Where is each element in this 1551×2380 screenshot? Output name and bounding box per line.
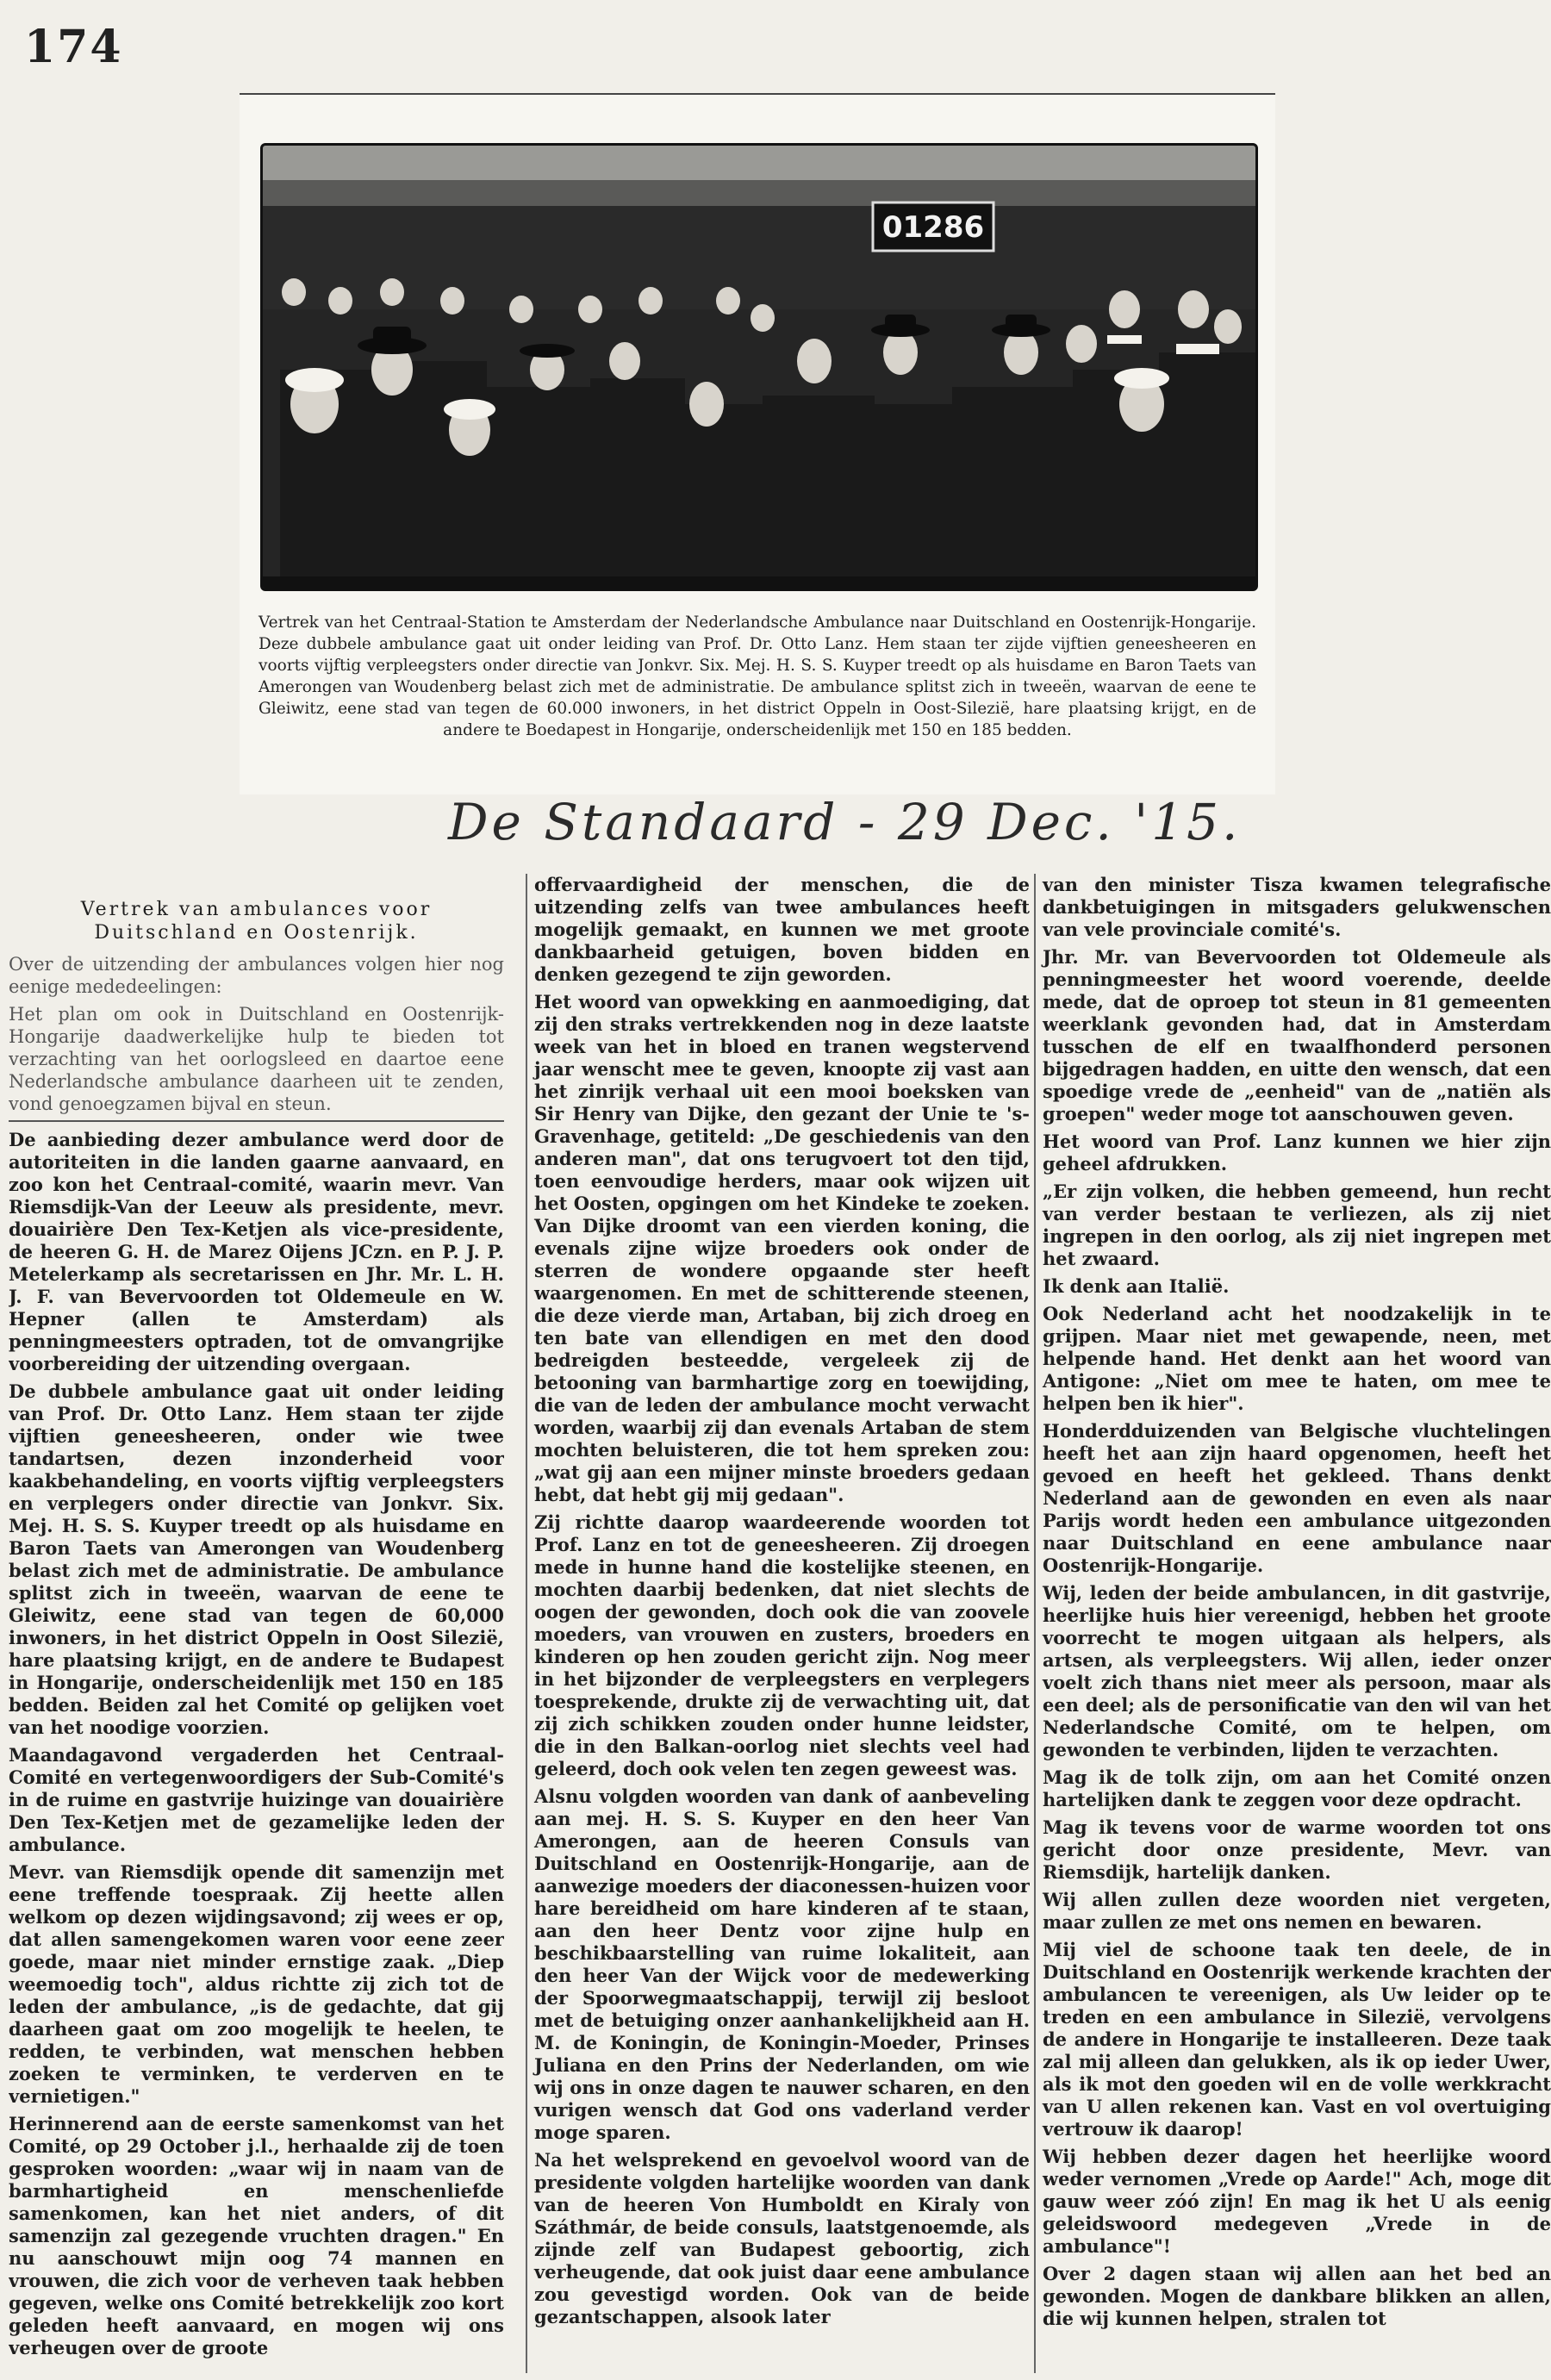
article-paragraph: Ik denk aan Italië. (1043, 1275, 1230, 1297)
article-paragraph: Mag ik tevens voor de warme woorden tot ons gericht door onze presidente, Mevr. van Riemsdijk, hartelijk danken. (1043, 1816, 1551, 1883)
station-photo (260, 143, 1258, 591)
article-paragraph: Alsnu volgden woorden van dank of aanbeveling aan mej. H. S. S. Kuyper en den heer Van Amerongen, aan de heeren Consuls van Duitschland en Oostenrijk-Hongarije, aan de aanwezige moeders der diaconessen-huizen voor hare bereidheid om hare kinderen af te staan, aan den heer Dentz voor zijne hulp en beschikbaarstelling van ruime lokaliteit, aan den heer Van der Wijck voor de medewerking der Spoorwegmaatschappij, terwijl zij besloot met de betuiging onzer aanhankelijkheid aan H. M. de Koningin, de Koningin-Moeder, Prinses Juliana en den Prins der Nederlanden, om wie wij ons in onze dagen te nauwer scharen, en den vurigen wensch dat God ons vaderland verder moge sparen. (534, 1785, 1030, 2143)
photo-caption: Vertrek van het Centraal-Station te Amsterdam der Nederlandsche Ambulance naar Duitschland en Oostenrijk-Hongarije. Deze dubbele ambulance gaat uit onder leiding van Prof. Dr. Otto Lanz. Hem staan ter zijde vijftien geneesheeren en voorts vijftig verpleegsters onder directie van Jonkvr. Six. Mej. H. S. S. Kuyper treedt op als huisdame en Baron Taets van Amerongen van Woudenberg belast zich met de administratie. De ambulance splitst zich in tweeën, waarvan de eene te Gleiwitz, eene stad van tegen de 60.000 inwoners, in het district Oppeln in Oost-Silezië, hare plaatsing krijgt, en de andere te Boedapest in Hongarije, onderscheidenlijk met 150 en 185 bedden. (258, 614, 1256, 739)
article-paragraph: Het woord van Prof. Lanz kunnen we hier zijn geheel afdrukken. (1043, 1131, 1551, 1174)
article-paragraph: Wij allen zullen deze woorden niet vergeten, maar zullen ze met ons nemen en bewaren. (1043, 1889, 1551, 1933)
article-paragraph: Maandagavond vergaderden het Centraal-Comité en vertegenwoordigers der Sub-Comité's in de ruime en gastvrije huizinge van douairière Den Tex-Ketjen met de gezamelijke leden der ambulance. (9, 1744, 504, 1855)
article-paragraph: Jhr. Mr. van Bevervoorden tot Oldemeule als penningmeester het woord voerende, deelde mede, dat de oproep tot steun in 81 gemeenten weerklank gevonden had, dat in Amsterdam tusschen de elf en twaalfhonderd personen bijgedragen hadden, en uitte den wensch, dat een spoedige vrede de „eenheid" van de „natiën als groepen" weder moge tot aanschouwen geven. (1043, 946, 1551, 1125)
article-column-1 (9, 874, 504, 2373)
handwritten-source-note: De Standaard - 29 Dec. '15. (448, 793, 1242, 851)
photo-clipping (240, 93, 1275, 794)
article-paragraph: Mevr. van Riemsdijk opende dit samenzijn met eene treffende toespraak. Zij heette allen welkom op dezen wijdingsavond; zij wees er op, dat allen samengekomen waren voor eene zeer goede, maar niet minder ernstige zaak. „Diep weemoedig toch", aldus richtte zij zich tot de leden der ambulance, „is de gedachte, dat gij daarheen gaat om zoo mogelijk te heelen, te redden, te verbinden, wat menschen hebben zoeken te verminken, te verderven en te vernietigen." (9, 1861, 504, 2107)
article-paragraph: Wij hebben dezer dagen het heerlijke woord weder vernomen „Vrede op Aarde!" Ach, moge dit gauw weer zóó zijn! En mag ik het U als eenig geleidswoord medegeven „Vrede in de ambulance"! (1043, 2146, 1551, 2257)
divider (9, 1120, 504, 1122)
article-paragraph: Over 2 dagen staan wij allen aan het bed an gewonden. Mogen de dankbare blikken an allen, die wij kunnen helpen, stralen tot (1043, 2263, 1551, 2329)
article-paragraph: offervaardigheid der menschen, die de uitzending zelfs van twee ambulances heeft mogelijk gemaakt, en kunnen we met groote dankbaarheid getuigen, boven bidden en denken gezegend te zijn geworden. (534, 874, 1030, 985)
article-paragraph: Het plan om ook in Duitschland en Oostenrijk-Hongarije daadwerkelijke hulp te bieden tot verzachting van het oorlogsleed en daartoe eene Nederlandsche ambulance daarheen uit te zenden, vond genoegzamen bijval en steun. (9, 1004, 504, 1114)
article-paragraph: Wij, leden der beide ambulancen, in dit gastvrije, heerlijke huis hier vereenigd, hebben het groote voorrecht te mogen uitgaan als helpers, als artsen, als verpleegsters. Wij allen, ieder onzer voelt zich thans niet meer als persoon, maar als een deel; als de personificatie van den wil van het Nederlandsche Comité, om te helpen, om gewonden te verbinden, lijden te verzachten. (1043, 1582, 1551, 1760)
article-paragraph: Zij richtte daarop waardeerende woorden tot Prof. Lanz en tot de geneesheeren. Zij droegen mede in hunne hand die kostelijke steenen, en mochten daarbij bedenken, dat niet slechts de oogen der gewonden, doch ook die van zoovele moeders, van vrouwen en zusters, broeders en kinderen op hen zouden gericht zijn. Nog meer in het bijzonder de verpleegsters en verplegers toesprekende, drukte zij de verwachting uit, dat zij zich schikken zouden onder hunne leidster, die in den Balkan-oorlog niet slechts veel had geleerd, doch ook velen ten zegen geweest was. (534, 1511, 1030, 1779)
article-paragraph: Herinnerend aan de eerste samenkomst van het Comité, op 29 October j.l., herhaalde zij de toen gesproken woorden: „waar wij in naam van de barmhartigheid en menschenliefde samenkomen, kan het niet anders, of dit samenzijn zal gezegende vruchten dragen." En nu aanschouwt mijn oog 74 mannen en vrouwen, die zich voor de verheven taak hebben gegeven, welke ons Comité betrekkelijk zoo kort geleden heeft aanvaard, en mogen wij ons verheugen over de groote (9, 2113, 504, 2358)
article-paragraph: Mij viel de schoone taak ten deele, de in Duitschland en Oostenrijk werkende krachten der ambulancen te vereenigen, als Uw leider op te treden en een ambulance in Silezië, vervolgens de andere in Hongarije te installeeren. Deze taak zal mij alleen dan gelukken, als ik op ieder Uwer, als ik mot den goeden wil en de volle werkkracht van U allen rekenen kan. Vast en vol overtuiging vertrouw ik daarop! (1043, 1939, 1551, 2140)
article-title: Vertrek van ambulances voor Duitschland en Oostenrijk. (80, 899, 433, 944)
article-column-3 (1034, 874, 1551, 2373)
article-paragraph: Mag ik de tolk zijn, om aan het Comité onzen hartelijken dank te zeggen voor deze opdracht. (1043, 1766, 1551, 1810)
article-paragraph: Na het welsprekend en gevoelvol woord van de presidente volgden hartelijke woorden van dank van de heeren Von Humboldt en Kiraly von Száthmár, de beide consuls, laatstgenoemde, als zijnde zelf van Budapest geboortig, zich verheugende, dat ook juist daar eene ambulance zou gevestigd worden. Ook van de beide gezantschappen, alsook later (534, 2149, 1030, 2327)
article-paragraph: Over de uitzending der ambulances volgen hier nog eenige mededeelingen: (9, 954, 504, 997)
page-number: 174 (24, 21, 123, 73)
article-paragraph: Ook Nederland acht het noodzakelijk in te grijpen. Maar niet met gewapende, neen, met helpende hand. Het denkt aan het woord van Antigone: „Niet om mee te haten, om mee te helpen ben ik hier". (1043, 1303, 1551, 1414)
article-paragraph: Het woord van opwekking en aanmoediging, dat zij den straks vertrekkenden nog in deze laatste week van het in bloed en tranen wegstervend jaar wenscht mee te geven, knoopte zij vast aan het zinrijk verhaal uit een mooi boeksken van Sir Henry van Dijke, den gezant der Unie te 's-Gravenhage, getiteld: „De geschiedenis van den anderen man", dat ons terugvoert tot den tijd, toen eenvoudige herders, maar ook wijzen uit het Oosten, opgingen om het Kindeke te zoeken. Van Dijke droomt van een vierden koning, die evenals zijne wijze broeders ook onder de sterren de wondere opgaande ster heeft waargenomen. En met de schitterende steenen, die deze vierde man, Artaban, bij zich droeg en ten bate van ellendigen en met den dood bedreigden besteedde, vergeleek zij de betooning van barmhartige zorg en toewijding, die van de leden der ambulance mocht verwacht worden, waarbij zij dan evenals Artaban de stem mochten beluisteren, die tot hem spreken zou: „wat gij aan een mijner minste broeders gedaan hebt, dat hebt gij mij gedaan". (534, 991, 1030, 1505)
article-columns (9, 874, 1551, 2373)
article-paragraph: De aanbieding dezer ambulance werd door de autoriteiten in die landen gaarne aanvaard, en zoo kon het Centraal-comité, waarin mevr. Van Riemsdijk-Van der Leeuw als presidente, mevr. douairière Den Tex-Ketjen als vice-presidente, de heeren G. H. de Marez Oijens JCzn. en P. J. P. Metelerkamp als secretarissen en Jhr. Mr. L. H. J. F. van Bevervoorden tot Oldemeule en W. Hepner (allen te Amsterdam) als penningmeesters optraden, tot de omvangrijke voorbereiding der uitzending overgaan. (9, 1129, 504, 1374)
article-paragraph: „Er zijn volken, die hebben gemeend, hun recht van verder bestaan te verliezen, als zij niet ingrepen in den oorlog, als zij niet ingrepen met het zwaard. (1043, 1181, 1551, 1269)
article-paragraph: Honderdduizenden van Belgische vluchtelingen heeft het aan zijn haard opgenomen, heeft het gevoed en heeft het gekleed. Thans denkt Nederland aan de gewonden en even als naar Parijs wordt heden een ambulance uitgezonden naar Duitschland en eene ambulance naar Oostenrijk-Hongarije. (1043, 1420, 1551, 1576)
article-paragraph: van den minister Tisza kwamen telegrafische dankbetuigingen in mitsgaders gelukwenschen van vele provinciale comité's. (1043, 874, 1551, 940)
article-column-2 (526, 874, 1030, 2373)
station-photo-illustration (263, 146, 1255, 589)
wagon-number: 01286 (881, 210, 985, 245)
article-paragraph: De dubbele ambulance gaat uit onder leiding van Prof. Dr. Otto Lanz. Hem staan ter zijde vijftien geneesheeren, onder wie twee tandartsen, dezen inzonderheid voor kaakbehandeling, en voorts vijftig verpleegsters en verplegers onder directie van Jonkvr. Six. Mej. H. S. S. Kuyper treedt op als huisdame en Baron Taets van Amerongen van Woudenberg belast zich met de administratie. De ambulance splitst zich in tweeën, waarvan de eene te Gleiwitz, eene stad van tegen de 60,000 inwoners, in het district Oppeln in Oost Silezië, hare plaatsing krijgt, en de andere te Budapest in Hongarije, onderscheidenlijk met 150 en 185 bedden. Beiden zal het Comité op gelijken voet van het noodige voorzien. (9, 1380, 504, 1738)
